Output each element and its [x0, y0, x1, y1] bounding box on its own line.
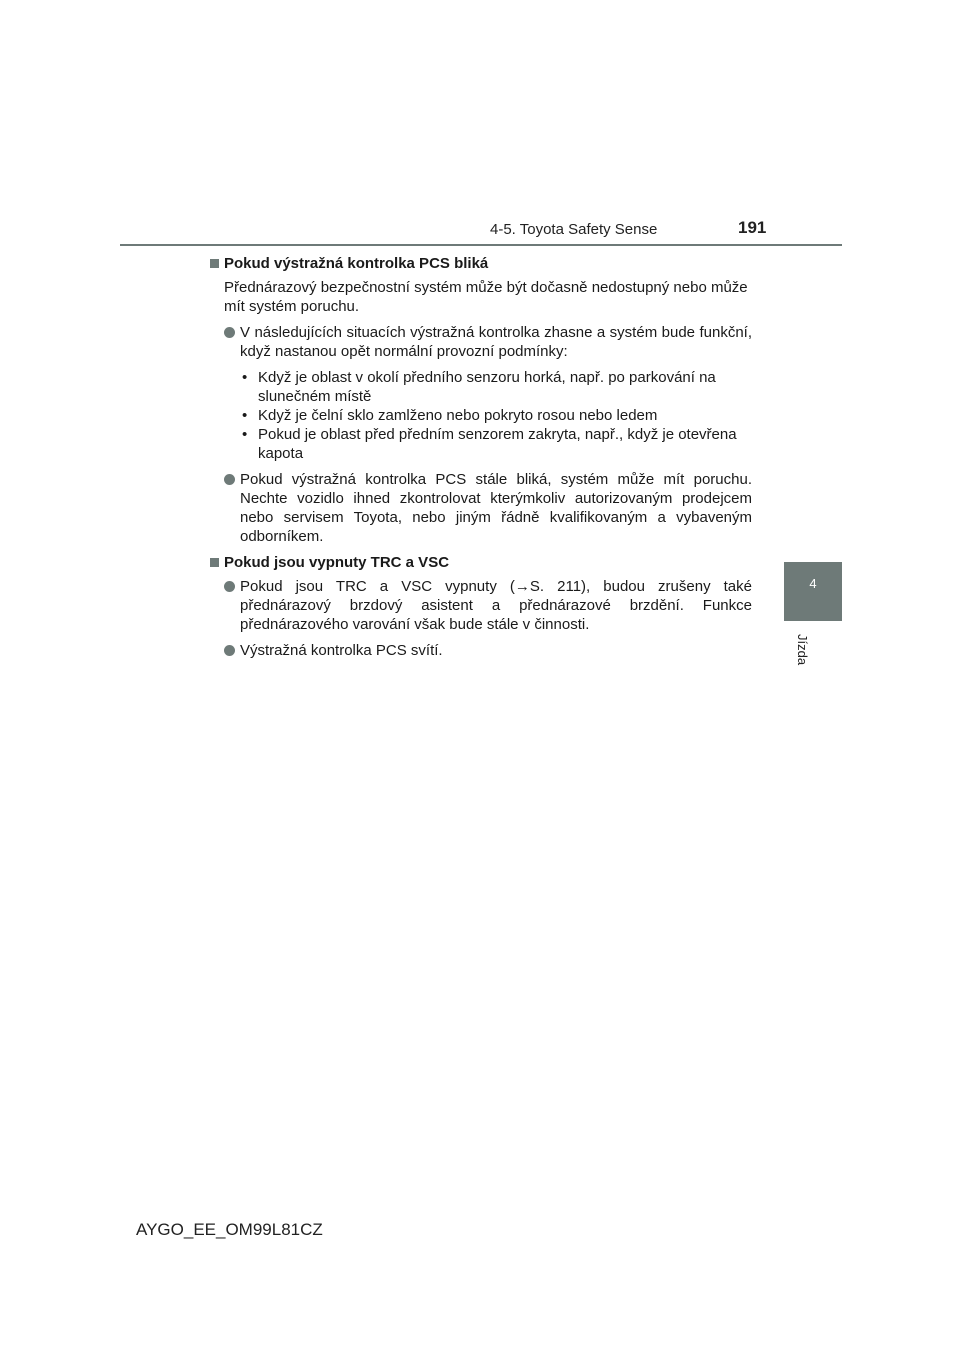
chapter-number: 4 [809, 576, 817, 591]
heading-text: Pokud výstražná kontrolka PCS bliká [224, 255, 489, 272]
circle-bullet-icon [224, 327, 235, 338]
sub-list-item [240, 406, 752, 425]
sub-item-text: Pokud je oblast před předním senzorem zakryta, např., když je otevřena kapota [258, 426, 737, 462]
bullet-text: Pokud jsou TRC a VSC vypnuty (→S. 211), budou zrušeny také přednárazový brzdový asistent a přednárazové brzdění. Funkce přednárazového varování však bude stále v činnosti. [240, 578, 752, 633]
square-bullet-icon [210, 558, 219, 567]
main-content [210, 254, 752, 667]
bullet-text: V následujících situacích výstražná kontrolka zhasne a systém bude funkční, když nastanou opět normální provozní podmínky: [240, 324, 752, 360]
circle-bullet-icon [224, 645, 235, 656]
page-header [0, 0, 960, 250]
bullet-text: Výstražná kontrolka PCS svítí. [240, 642, 443, 659]
section-title: 4-5. Toyota Safety Sense [490, 221, 658, 238]
dot-bullet-icon: • [242, 407, 248, 424]
chapter-label: Jízda [795, 634, 810, 666]
section-heading-pcs-blinking [210, 254, 752, 273]
heading-text: Pokud jsou vypnuty TRC a VSC [224, 554, 450, 571]
circle-bullet-icon [224, 474, 235, 485]
bullet-text: Pokud výstražná kontrolka PCS stále bliká, systém může mít poruchu. Nechte vozidlo ihned zkontrolovat kterýmkoliv autorizovaným prodejcem nebo servisem Toyota, nebo jiným řádně kvalifikovaným a vybaveným odborníkem. [240, 471, 752, 545]
intro-paragraph: Přednárazový bezpečnostní systém může být dočasně nedostupný nebo může mít systém poruchu. [224, 279, 748, 315]
sub-list-item [240, 425, 752, 463]
bullet-item [210, 323, 752, 361]
bullet-item [210, 641, 752, 660]
circle-bullet-icon [224, 581, 235, 592]
square-bullet-icon [210, 259, 219, 268]
section-heading-trc-vsc [210, 553, 752, 572]
sub-item-text: Když je čelní sklo zamlženo nebo pokryto rosou nebo ledem [258, 407, 658, 424]
bullet-item [210, 577, 752, 634]
sub-list [210, 368, 752, 463]
chapter-tab [784, 562, 842, 621]
header-divider [120, 244, 842, 246]
bullet-item [210, 470, 752, 546]
dot-bullet-icon: • [242, 369, 248, 386]
page-number: 191 [738, 218, 767, 237]
dot-bullet-icon: • [242, 426, 248, 443]
document-code: AYGO_EE_OM99L81CZ [136, 1220, 323, 1239]
sub-list-item [240, 368, 752, 406]
sub-item-text: Když je oblast v okolí předního senzoru horká, např. po parkování na slunečném místě [258, 369, 716, 405]
